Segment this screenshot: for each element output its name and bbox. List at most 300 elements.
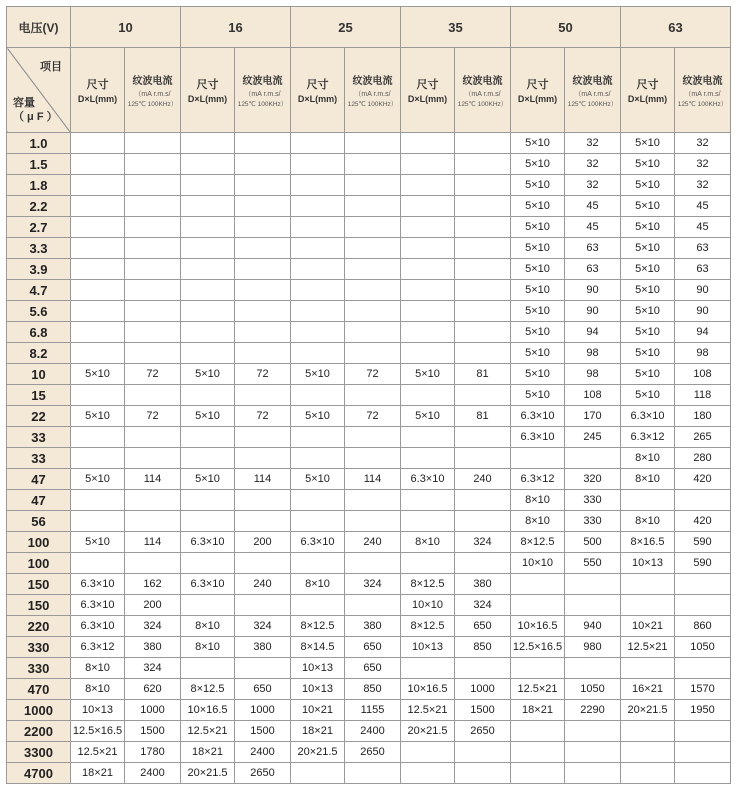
ripple-cell: 2400: [235, 742, 291, 763]
size-cell: 5×10: [511, 301, 565, 322]
ripple-cell: 45: [565, 217, 621, 238]
size-cell: 10×16.5: [181, 700, 235, 721]
size-cell: 5×10: [511, 175, 565, 196]
size-header-unit: D×L(mm): [297, 94, 338, 104]
size-cell: 5×10: [621, 154, 675, 175]
size-cell: [181, 196, 235, 217]
ripple-cell: 240: [455, 469, 511, 490]
ripple-cell: [455, 133, 511, 154]
ripple-cell: 200: [235, 532, 291, 553]
ripple-cell: [675, 574, 731, 595]
ripple-cell: 650: [235, 679, 291, 700]
size-header: [621, 48, 675, 133]
size-cell: [71, 175, 125, 196]
size-cell: 5×10: [511, 133, 565, 154]
subheader-row: [7, 48, 731, 133]
table-row: [7, 595, 731, 616]
size-cell: [291, 133, 345, 154]
ripple-cell: [455, 259, 511, 280]
ripple-header-unit: （mA r.m.s/: [354, 91, 391, 98]
size-header-label: 尺寸: [196, 79, 219, 91]
table-row: [7, 343, 731, 364]
ripple-cell: 1950: [675, 700, 731, 721]
size-cell: 10×16.5: [511, 616, 565, 637]
size-cell: 6.3×10: [71, 616, 125, 637]
ripple-header: [125, 48, 181, 133]
size-cell: 6.3×10: [401, 469, 455, 490]
size-cell: [181, 154, 235, 175]
ripple-cell: 90: [675, 301, 731, 322]
ripple-header-label: 纹波电流: [462, 76, 503, 87]
size-cell: 10×10: [401, 595, 455, 616]
size-header: [71, 48, 125, 133]
capacitance-cell: 1.0: [7, 133, 71, 154]
size-cell: 5×10: [511, 280, 565, 301]
ripple-cell: [345, 175, 401, 196]
item-label: 项目: [40, 61, 62, 73]
capacitance-cell: 8.2: [7, 343, 71, 364]
ripple-cell: 32: [675, 154, 731, 175]
size-cell: 10×21: [621, 616, 675, 637]
size-cell: 5×10: [621, 196, 675, 217]
ripple-cell: 1780: [125, 742, 181, 763]
ripple-cell: [455, 154, 511, 175]
voltage-35: 35: [401, 7, 511, 48]
size-cell: 5×10: [71, 469, 125, 490]
ripple-cell: [345, 553, 401, 574]
size-cell: [71, 280, 125, 301]
size-cell: [291, 553, 345, 574]
ripple-cell: [235, 133, 291, 154]
ripple-cell: [235, 259, 291, 280]
ripple-cell: [455, 301, 511, 322]
ripple-header-unit: （mA r.m.s/: [574, 91, 611, 98]
ripple-cell: [345, 595, 401, 616]
table-row: [7, 721, 731, 742]
ripple-cell: [345, 763, 401, 784]
size-cell: [71, 217, 125, 238]
size-header-label: 尺寸: [86, 79, 109, 91]
ripple-cell: 240: [345, 532, 401, 553]
ripple-cell: 81: [455, 406, 511, 427]
size-cell: [401, 154, 455, 175]
size-cell: [401, 763, 455, 784]
capacitance-cell: 150: [7, 595, 71, 616]
ripple-cell: 72: [125, 364, 181, 385]
size-cell: [181, 259, 235, 280]
size-cell: 10×10: [511, 553, 565, 574]
ripple-cell: 320: [565, 469, 621, 490]
size-cell: 6.3×10: [71, 595, 125, 616]
ripple-cell: 860: [675, 616, 731, 637]
ripple-cell: 94: [565, 322, 621, 343]
size-cell: 12.5×21: [621, 637, 675, 658]
ripple-cell: [345, 196, 401, 217]
ripple-cell: 940: [565, 616, 621, 637]
ripple-cell: 63: [565, 259, 621, 280]
size-cell: [401, 217, 455, 238]
size-header: [291, 48, 345, 133]
size-cell: 6.3×10: [181, 532, 235, 553]
size-cell: [291, 217, 345, 238]
voltage-10: 10: [71, 7, 181, 48]
size-cell: 5×10: [511, 385, 565, 406]
ripple-cell: [345, 490, 401, 511]
ripple-cell: [125, 343, 181, 364]
ripple-cell: [235, 154, 291, 175]
ripple-cell: [675, 658, 731, 679]
capacitance-cell: 150: [7, 574, 71, 595]
ripple-cell: [345, 154, 401, 175]
ripple-cell: [565, 448, 621, 469]
ripple-cell: 265: [675, 427, 731, 448]
size-cell: [291, 343, 345, 364]
size-cell: [401, 427, 455, 448]
size-cell: 8×10: [71, 679, 125, 700]
size-cell: 12.5×16.5: [71, 721, 125, 742]
size-cell: 5×10: [291, 364, 345, 385]
ripple-cell: 240: [235, 574, 291, 595]
size-cell: [511, 595, 565, 616]
ripple-cell: 1000: [235, 700, 291, 721]
ripple-cell: 1500: [455, 700, 511, 721]
size-cell: [181, 448, 235, 469]
size-cell: [291, 175, 345, 196]
ripple-cell: [125, 196, 181, 217]
ripple-cell: 2400: [125, 763, 181, 784]
size-cell: 10×21: [291, 700, 345, 721]
size-cell: [511, 448, 565, 469]
size-cell: [511, 721, 565, 742]
voltage-label: 电压(V): [7, 7, 71, 48]
ripple-cell: [125, 154, 181, 175]
size-cell: [401, 658, 455, 679]
capacity-label-line-2: （ μ F ）: [13, 111, 58, 123]
ripple-cell: [235, 448, 291, 469]
size-cell: [291, 763, 345, 784]
size-cell: [401, 742, 455, 763]
ripple-cell: [675, 763, 731, 784]
ripple-cell: 1500: [125, 721, 181, 742]
ripple-cell: 45: [675, 217, 731, 238]
ripple-cell: 330: [565, 490, 621, 511]
capacitance-cell: 4700: [7, 763, 71, 784]
size-cell: [71, 322, 125, 343]
table-row: [7, 637, 731, 658]
size-cell: [401, 133, 455, 154]
ripple-cell: [675, 490, 731, 511]
capacitance-cell: 3.9: [7, 259, 71, 280]
size-cell: [291, 595, 345, 616]
ripple-cell: [235, 238, 291, 259]
ripple-cell: [455, 490, 511, 511]
ripple-cell: 72: [235, 406, 291, 427]
size-cell: [71, 511, 125, 532]
size-cell: [401, 259, 455, 280]
table-row: [7, 217, 731, 238]
size-cell: [71, 448, 125, 469]
size-cell: [71, 259, 125, 280]
size-header-label: 尺寸: [526, 79, 549, 91]
ripple-header-unit: （mA r.m.s/: [134, 91, 171, 98]
ripple-cell: [455, 196, 511, 217]
size-cell: 8×10: [621, 469, 675, 490]
size-cell: 10×13: [291, 679, 345, 700]
table-row: [7, 259, 731, 280]
capacitance-cell: 220: [7, 616, 71, 637]
size-cell: 5×10: [621, 385, 675, 406]
size-cell: 8×10: [71, 658, 125, 679]
ripple-cell: 1050: [675, 637, 731, 658]
ripple-cell: [235, 196, 291, 217]
ripple-cell: [455, 763, 511, 784]
ripple-cell: [235, 658, 291, 679]
ripple-cell: 81: [455, 364, 511, 385]
ripple-header-unit: （mA r.m.s/: [464, 91, 501, 98]
ripple-cell: [125, 301, 181, 322]
capacitance-cell: 2.2: [7, 196, 71, 217]
size-cell: 5×10: [511, 322, 565, 343]
ripple-header-label: 纹波电流: [682, 76, 723, 87]
ripple-cell: [235, 343, 291, 364]
ripple-cell: 32: [565, 175, 621, 196]
ripple-cell: 170: [565, 406, 621, 427]
size-cell: 6.3×10: [511, 406, 565, 427]
ripple-cell: 45: [565, 196, 621, 217]
table-body: [7, 133, 731, 784]
size-cell: 8×10: [401, 532, 455, 553]
size-cell: [401, 322, 455, 343]
size-cell: [401, 490, 455, 511]
table-row: [7, 616, 731, 637]
ripple-header: [345, 48, 401, 133]
ripple-cell: [455, 175, 511, 196]
ripple-cell: 324: [125, 658, 181, 679]
size-cell: 5×10: [511, 154, 565, 175]
size-cell: [621, 595, 675, 616]
size-header-label: 尺寸: [636, 79, 659, 91]
ripple-cell: [455, 385, 511, 406]
voltage-50: 50: [511, 7, 621, 48]
ripple-cell: [345, 448, 401, 469]
ripple-cell: [235, 553, 291, 574]
ripple-cell: 2400: [345, 721, 401, 742]
size-cell: 6.3×12: [621, 427, 675, 448]
size-cell: [181, 133, 235, 154]
ripple-cell: 850: [455, 637, 511, 658]
ripple-cell: [455, 448, 511, 469]
ripple-cell: 98: [565, 343, 621, 364]
ripple-cell: 114: [125, 469, 181, 490]
ripple-header-label: 纹波电流: [132, 76, 173, 87]
ripple-cell: [345, 238, 401, 259]
size-cell: 18×21: [181, 742, 235, 763]
capacitance-cell: 33: [7, 427, 71, 448]
size-cell: 6.3×12: [71, 637, 125, 658]
ripple-cell: 114: [125, 532, 181, 553]
size-cell: [291, 301, 345, 322]
size-cell: [401, 175, 455, 196]
ripple-cell: 500: [565, 532, 621, 553]
voltage-16: 16: [181, 7, 291, 48]
capacitance-cell: 47: [7, 490, 71, 511]
size-cell: 5×10: [71, 364, 125, 385]
ripple-cell: [455, 238, 511, 259]
size-cell: [621, 490, 675, 511]
capacitance-cell: 4.7: [7, 280, 71, 301]
ripple-cell: 2290: [565, 700, 621, 721]
ripple-cell: [125, 511, 181, 532]
ripple-cell: [565, 574, 621, 595]
size-cell: 6.3×10: [621, 406, 675, 427]
ripple-cell: 550: [565, 553, 621, 574]
size-cell: [291, 280, 345, 301]
ripple-cell: [235, 301, 291, 322]
ripple-header-label: 纹波电流: [572, 76, 613, 87]
ripple-cell: 650: [455, 616, 511, 637]
ripple-cell: 650: [345, 637, 401, 658]
ripple-cell: 2650: [235, 763, 291, 784]
ripple-cell: 420: [675, 511, 731, 532]
size-cell: 12.5×21: [181, 721, 235, 742]
table-row: [7, 364, 731, 385]
ripple-cell: 1000: [455, 679, 511, 700]
ripple-cell: [125, 280, 181, 301]
table-row: [7, 154, 731, 175]
ripple-cell: 72: [345, 406, 401, 427]
ripple-cell: [125, 217, 181, 238]
ripple-cell: 118: [675, 385, 731, 406]
ripple-header-cond: 125℃ 100KHz）: [567, 101, 618, 108]
capacitance-cell: 100: [7, 532, 71, 553]
size-cell: [181, 280, 235, 301]
ripple-cell: 330: [565, 511, 621, 532]
size-cell: 5×10: [621, 133, 675, 154]
ripple-header: [675, 48, 731, 133]
size-cell: 5×10: [71, 532, 125, 553]
size-cell: 20×21.5: [621, 700, 675, 721]
size-cell: [71, 196, 125, 217]
ripple-cell: [345, 133, 401, 154]
ripple-cell: [345, 301, 401, 322]
ripple-cell: 380: [235, 637, 291, 658]
size-cell: [291, 448, 345, 469]
table-row: [7, 658, 731, 679]
ripple-cell: [125, 427, 181, 448]
ripple-cell: 980: [565, 637, 621, 658]
ripple-header-cond: 125℃ 100KHz）: [347, 101, 398, 108]
ripple-cell: 45: [675, 196, 731, 217]
capacitance-cell: 56: [7, 511, 71, 532]
size-cell: [181, 595, 235, 616]
ripple-cell: [455, 553, 511, 574]
ripple-cell: 94: [675, 322, 731, 343]
ripple-cell: [125, 175, 181, 196]
size-cell: [291, 322, 345, 343]
ripple-cell: [125, 238, 181, 259]
capacitance-cell: 5.6: [7, 301, 71, 322]
size-cell: 5×10: [511, 196, 565, 217]
size-cell: [181, 343, 235, 364]
ripple-cell: 32: [675, 133, 731, 154]
size-cell: 5×10: [621, 322, 675, 343]
ripple-cell: 590: [675, 553, 731, 574]
capacitance-cell: 3.3: [7, 238, 71, 259]
size-header: [181, 48, 235, 133]
ripple-cell: [235, 217, 291, 238]
table-row: [7, 469, 731, 490]
size-cell: [181, 427, 235, 448]
size-cell: [291, 196, 345, 217]
size-cell: 8×12.5: [181, 679, 235, 700]
ripple-cell: [125, 385, 181, 406]
table-row: [7, 700, 731, 721]
ripple-cell: [235, 511, 291, 532]
size-cell: 5×10: [621, 217, 675, 238]
size-cell: 12.5×21: [511, 679, 565, 700]
ripple-cell: [675, 721, 731, 742]
ripple-header-label: 纹波电流: [352, 76, 393, 87]
ripple-cell: [235, 175, 291, 196]
ripple-header: [455, 48, 511, 133]
size-cell: [401, 385, 455, 406]
size-cell: [621, 574, 675, 595]
table-row: [7, 385, 731, 406]
table-row: [7, 322, 731, 343]
size-cell: 5×10: [291, 406, 345, 427]
size-header-unit: D×L(mm): [187, 94, 228, 104]
ripple-cell: 324: [455, 595, 511, 616]
ripple-header: [235, 48, 291, 133]
ripple-cell: 1050: [565, 679, 621, 700]
size-header: [401, 48, 455, 133]
size-cell: [71, 301, 125, 322]
ripple-header-label: 纹波电流: [242, 76, 283, 87]
size-cell: 8×16.5: [621, 532, 675, 553]
ripple-cell: 98: [675, 343, 731, 364]
size-header-unit: D×L(mm): [627, 94, 668, 104]
size-cell: 5×10: [181, 406, 235, 427]
size-cell: 5×10: [291, 469, 345, 490]
ripple-cell: 380: [345, 616, 401, 637]
size-cell: 6.3×10: [291, 532, 345, 553]
ripple-cell: [675, 742, 731, 763]
size-cell: 8×12.5: [401, 574, 455, 595]
capacitance-cell: 330: [7, 637, 71, 658]
ripple-cell: 32: [565, 154, 621, 175]
ripple-cell: 90: [675, 280, 731, 301]
ripple-cell: [345, 511, 401, 532]
ripple-cell: [125, 553, 181, 574]
ripple-cell: 72: [125, 406, 181, 427]
diagonal-header-cell: [7, 48, 71, 133]
size-cell: 6.3×10: [71, 574, 125, 595]
size-header-unit: D×L(mm): [77, 94, 118, 104]
ripple-cell: [235, 490, 291, 511]
size-cell: 5×10: [621, 301, 675, 322]
table-row: [7, 574, 731, 595]
ripple-cell: 72: [345, 364, 401, 385]
ripple-cell: [235, 595, 291, 616]
ripple-cell: 1500: [235, 721, 291, 742]
table-row: [7, 511, 731, 532]
size-cell: 16×21: [621, 679, 675, 700]
size-cell: 12.5×16.5: [511, 637, 565, 658]
ripple-cell: 620: [125, 679, 181, 700]
ripple-cell: [345, 280, 401, 301]
size-cell: 5×10: [181, 364, 235, 385]
ripple-cell: 1155: [345, 700, 401, 721]
